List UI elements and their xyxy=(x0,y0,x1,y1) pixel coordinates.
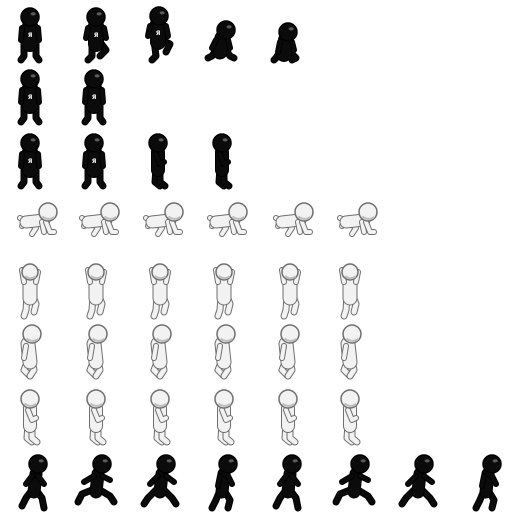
light-walk-row-frame-6-walk-side-icon xyxy=(330,326,370,384)
light-walk-row-frame-2-walk-side-icon xyxy=(76,326,116,384)
light-crawl-row-frame-1-crawl-icon xyxy=(14,200,54,258)
light-climb-row-frame-5-climb-icon xyxy=(270,260,310,318)
light-climb-row-frame-4-climb-icon xyxy=(204,260,244,318)
light-stand-row-frame-4-stand-side-icon xyxy=(204,388,244,446)
svg-text:Я: Я xyxy=(93,32,99,39)
dark-turn-row-frame-2-stand-front-icon xyxy=(74,132,114,190)
dark-crouch-row-frame-4-crouch-icon xyxy=(202,6,242,64)
dark-run-row-frame-8-run-d-icon xyxy=(466,454,506,512)
dark-crouch-row-frame-3-lift-knee-high-icon xyxy=(138,6,178,64)
dark-idle-row-frame-1-stand-front-icon xyxy=(10,68,50,126)
light-crawl-row-frame-3-crawl-icon xyxy=(140,200,180,258)
light-stand-row-frame-6-stand-side-icon xyxy=(330,388,370,446)
dark-turn-row-frame-1-stand-front-icon xyxy=(10,132,50,190)
light-walk-row-frame-3-walk-side-icon xyxy=(140,326,180,384)
light-walk-row-frame-1-walk-side-icon xyxy=(10,326,50,384)
svg-text:Я: Я xyxy=(155,30,161,37)
light-crawl-row-frame-2-crawl-icon xyxy=(76,200,116,258)
svg-text:Я: Я xyxy=(27,158,33,165)
dark-crouch-row-frame-1-stand-front-icon xyxy=(10,6,50,64)
dark-crouch-row-frame-5-sit-icon xyxy=(266,6,306,64)
light-stand-row-frame-5-stand-side-icon xyxy=(268,388,308,446)
svg-text:Я: Я xyxy=(27,32,33,39)
light-walk-row-frame-4-walk-side-icon xyxy=(204,326,244,384)
dark-run-row-frame-5-run-a-icon xyxy=(268,454,308,512)
dark-run-row-frame-4-run-d-icon xyxy=(202,454,242,512)
svg-text:Я: Я xyxy=(27,94,33,101)
dark-crouch-row-frame-2-lift-knee-icon xyxy=(76,6,116,64)
light-walk-row-frame-5-walk-side-icon xyxy=(268,326,308,384)
dark-idle-row-frame-2-stand-front-icon xyxy=(74,68,114,126)
dark-turn-row-frame-3-stand-side-icon xyxy=(138,132,178,190)
light-crawl-row-frame-4-crawl-icon xyxy=(204,200,244,258)
light-stand-row-frame-3-stand-side-icon xyxy=(140,388,180,446)
svg-text:Я: Я xyxy=(91,94,97,101)
light-climb-row-frame-1-climb-icon xyxy=(10,260,50,318)
light-crawl-row-frame-6-crawl-icon xyxy=(334,200,374,258)
svg-text:Я: Я xyxy=(91,158,97,165)
light-crawl-row-frame-5-crawl-icon xyxy=(270,200,310,258)
dark-run-row-frame-2-run-b-icon xyxy=(76,454,116,512)
dark-run-row-frame-7-run-c-icon xyxy=(398,454,438,512)
light-climb-row-frame-6-climb-icon xyxy=(330,260,370,318)
light-climb-row-frame-2-climb-icon xyxy=(76,260,116,318)
dark-turn-row-frame-4-stand-side-icon xyxy=(202,132,242,190)
light-climb-row-frame-3-climb-icon xyxy=(140,260,180,318)
light-stand-row-frame-1-stand-side-icon xyxy=(10,388,50,446)
dark-run-row-frame-3-run-c-icon xyxy=(140,454,180,512)
dark-run-row-frame-1-run-a-icon xyxy=(14,454,54,512)
dark-run-row-frame-6-run-b-icon xyxy=(334,454,374,512)
light-stand-row-frame-2-stand-side-icon xyxy=(76,388,116,446)
